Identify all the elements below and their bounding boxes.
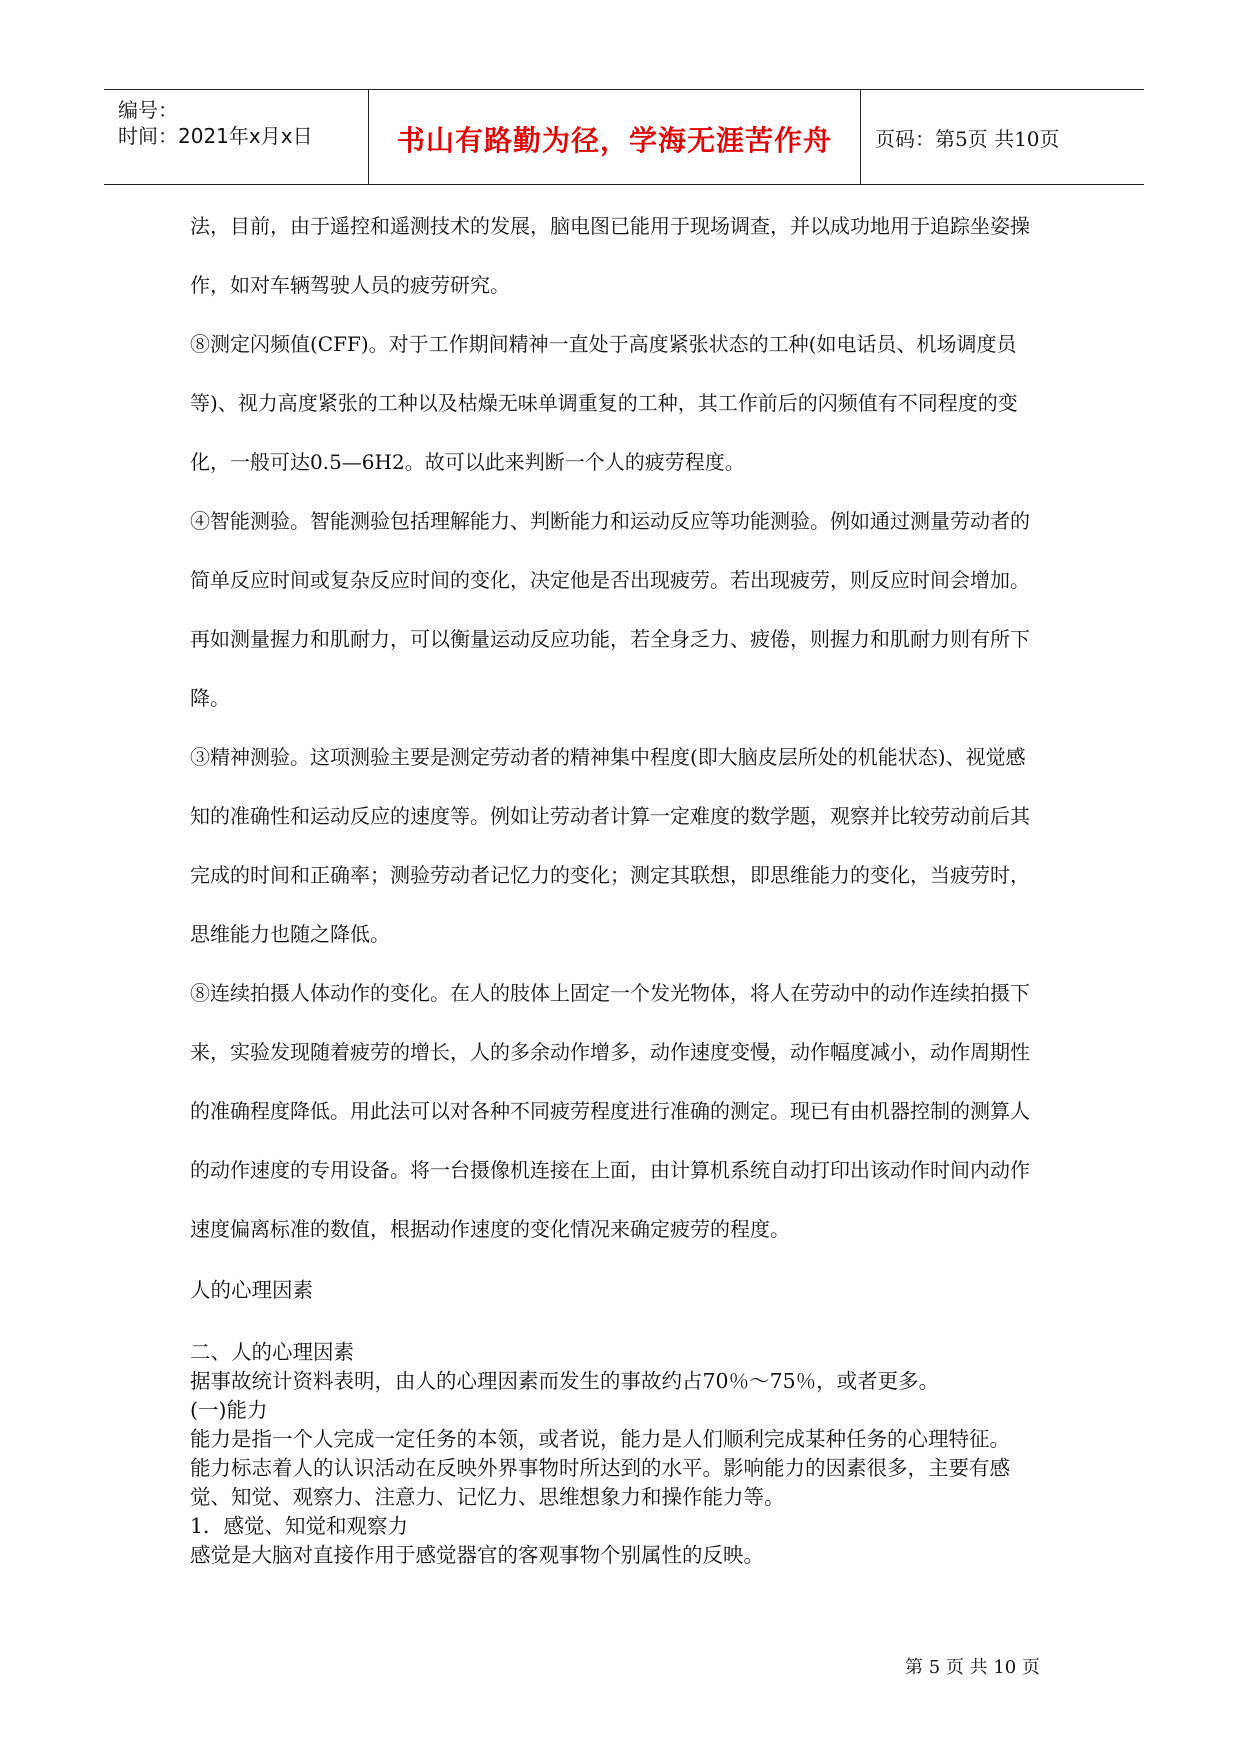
plain-line: 能力是指一个人完成一定任务的本领，或者说，能力是人们顺利完成某种任务的心理特征。 xyxy=(190,1427,1010,1451)
body-line: ⑧连续拍摄人体动作的变化。在人的肢体上固定一个发光物体，将人在劳动中的动作连续拍摄下 xyxy=(190,981,1030,1005)
number-label: 编号： xyxy=(118,98,178,122)
body-line: ⑧测定闪频值(CFF)。对于工作期间精神一直处于高度紧张状态的工种(如电话员、机场调度员 xyxy=(190,332,1017,356)
body-line: 完成的时间和正确率；测验劳动者记忆力的变化；测定其联想，即思维能力的变化，当疲劳时， xyxy=(190,863,1030,887)
plain-line: 二、人的心理因素 xyxy=(190,1340,354,1364)
header-page-cell xyxy=(861,90,1144,184)
page-footer: 第 5 页 共 10 页 xyxy=(905,1657,1040,1678)
header-motto-cell xyxy=(369,90,861,184)
body-line: ③精神测验。这项测验主要是测定劳动者的精神集中程度(即大脑皮层所处的机能状态)、视觉感 xyxy=(190,745,1026,769)
body-text xyxy=(190,197,1070,1259)
body-line: 化，一般可达0.5—6H2。故可以此来判断一个人的疲劳程度。 xyxy=(190,450,745,474)
plain-line: 能力标志着人的认识活动在反映外界事物时所达到的水平。影响能力的因素很多，主要有感 xyxy=(190,1456,1010,1480)
body-line: 的准确程度降低。用此法可以对各种不同疲劳程度进行准确的测定。现已有由机器控制的测算人 xyxy=(190,1099,1030,1123)
header-meta-cell xyxy=(104,90,369,184)
body-line: 速度偏离标准的数值，根据动作速度的变化情况来确定疲劳的程度。 xyxy=(190,1217,790,1241)
motto-text: 书山有路勤为径，学海无涯苦作舟 xyxy=(396,124,832,157)
page-header xyxy=(104,89,1144,185)
body-line: 来，实验发现随着疲劳的增长，人的多余动作增多，动作速度变慢，动作幅度减小，动作周期性 xyxy=(190,1040,1030,1064)
page-number-label: 页码：第5页 共10页 xyxy=(875,127,1060,151)
body-line: 再如测量握力和肌耐力，可以衡量运动反应功能，若全身乏力、疲倦，则握力和肌耐力则有所下 xyxy=(190,627,1030,651)
body-line: 简单反应时间或复杂反应时间的变化，决定他是否出现疲劳。若出现疲劳，则反应时间会增加。 xyxy=(190,568,1030,592)
plain-line: 据事故统计资料表明，由人的心理因素而发生的事故约占70％～75％，或者更多。 xyxy=(190,1369,940,1393)
section-heading: 人的心理因素 xyxy=(190,1278,313,1302)
plain-line: 感觉是大脑对直接作用于感觉器官的客观事物个别属性的反映。 xyxy=(190,1543,764,1567)
body-line: 的动作速度的专用设备。将一台摄像机连接在上面，由计算机系统自动打印出该动作时间内动作 xyxy=(190,1158,1030,1182)
psychology-section xyxy=(190,1338,1090,1570)
body-line: ④智能测验。智能测验包括理解能力、判断能力和运动反应等功能测验。例如通过测量劳动者的 xyxy=(190,509,1030,533)
body-line: 法，目前，由于遥控和遥测技术的发展，脑电图已能用于现场调查，并以成功地用于追踪坐姿操 xyxy=(190,214,1030,238)
body-line: 降。 xyxy=(190,686,230,710)
plain-line: (一)能力 xyxy=(190,1398,268,1422)
time-label: 时间：2021年x月x日 xyxy=(118,124,313,148)
body-line: 等)、视力高度紧张的工种以及枯燥无味单调重复的工种，其工作前后的闪频值有不同程度的变 xyxy=(190,391,1018,415)
body-line: 知的准确性和运动反应的速度等。例如让劳动者计算一定难度的数学题，观察并比较劳动前后其 xyxy=(190,804,1030,828)
plain-line: 1．感觉、知觉和观察力 xyxy=(190,1514,409,1538)
plain-line: 觉、知觉、观察力、注意力、记忆力、思维想象力和操作能力等。 xyxy=(190,1485,785,1509)
body-line: 思维能力也随之降低。 xyxy=(190,922,390,946)
body-line: 作，如对车辆驾驶人员的疲劳研究。 xyxy=(190,273,510,297)
section-heading-block xyxy=(190,1276,1090,1305)
